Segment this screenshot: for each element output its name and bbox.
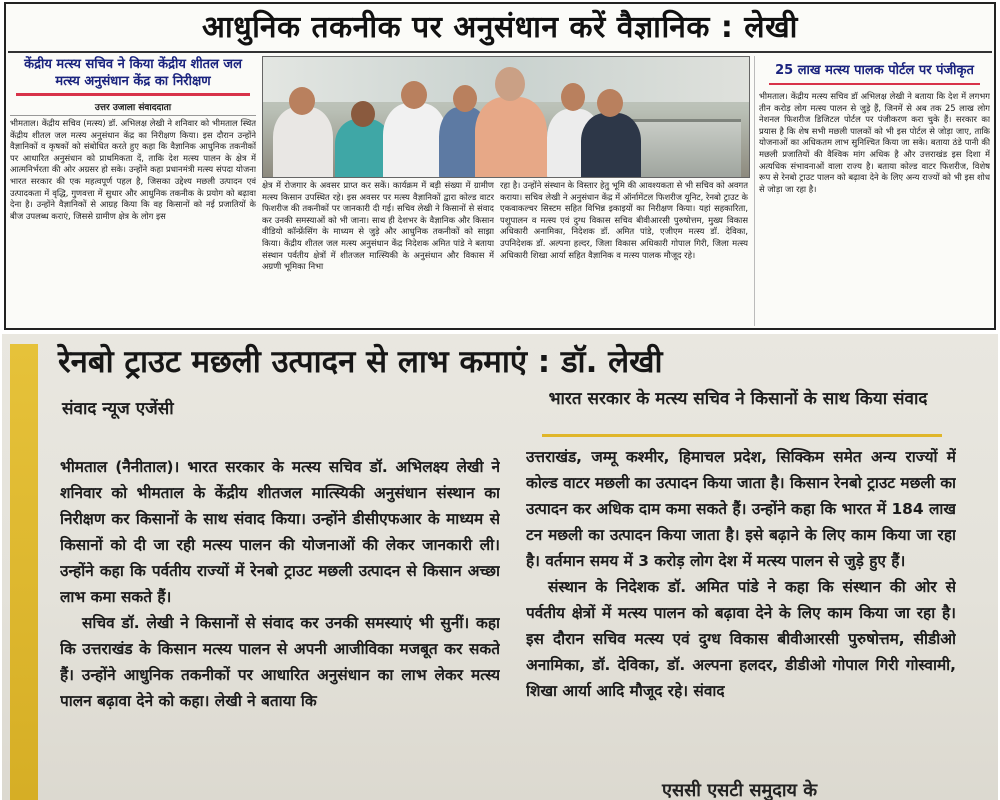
- clipping2-left-column: [60, 454, 500, 800]
- side-story-rule: [769, 83, 980, 85]
- photo-person-head: [561, 83, 585, 111]
- photo-person: [273, 107, 333, 178]
- next-story-headline: एससी एसटी समुदाय के: [662, 780, 818, 800]
- clipping1-middle-column: [262, 180, 494, 326]
- photo-person-head: [597, 89, 623, 117]
- clipping2-right-column: [526, 444, 956, 800]
- side-story-headline: 25 लाख मत्स्य पालक पोर्टल पर पंजीकृत: [775, 63, 974, 78]
- clipping2-right-para-2: संस्थान के निदेशक डॉ. अमित पांडे ने कहा कि संस्थान की ओर से पर्वतीय क्षेत्रों में मत्स्य पालन को बढ़ावा देने के लिए काम किया जा रहा है। इस दौरान सचिव मत्स्य एवं दुग्ध विकास बीवीआरसी पुरुषोत्तम, सीडीओ अनामिका, डॉ. देविका, डॉ. अल्पना हलदर, डीडीओ गोपाल गिरी गोस्वामी, शिखा आर्या आदि मौजूद रहे। संवाद: [526, 578, 956, 700]
- clipping2-left-para-2: सचिव डॉ. लेखी ने किसानों से संवाद कर उनकी समस्याएं भी सुनीं। कहा कि उत्तराखंड के किसान मत्स्य पालन से अपनी आजीविका मजबूत कर सकते हैं। उन्होंने आधुनिक तकनीकों पर आधारित अनुसंधान का लाभ लेकर मत्स्य पालन बढ़ावा देने को कहा। लेखी ने बताया कि: [60, 614, 500, 710]
- photo-person-head: [289, 87, 315, 115]
- photo-person: [581, 113, 641, 178]
- page-margin-strip: [10, 344, 38, 800]
- photo-person-head: [495, 67, 525, 101]
- photo-person-head: [453, 85, 477, 112]
- clipping1-col3-body: रहा है। उन्होंने संस्थान के विस्तार हेतु भूमि की आवश्यकता से भी सचिव को अवगत कराया। सचिव लेखी ने अनुसंधान केंद्र में ऑर्नामेंटल फिशरीज यूनिट, रेनबो ट्राउट के एकवाकल्चर सिस्टम सहित विभिन्न इकाइयों का निरीक्षण किया। यहां सहकारिता, पशुपालन व मत्स्य एवं दुग्ध विकास सचिव बीवीआरसी पुरुषोत्तम, मुख्य विकास अधिकारी अनामिका, निदेशक डॉ. अमित पांडे, एजीएम मत्स्य डॉ. देविका, उपनिदेशक डॉ. अल्पना हल्दर, जिला विकास अधिकारी गोपाल गिरी, जिला मत्स्य अधिकारी शिखा आर्या सहित वैज्ञानिक व मत्स्य पालक मौजूद रहे।: [500, 180, 748, 260]
- clipping1-left-column: [10, 56, 256, 326]
- clipping1-left-body: भीमताल। केंद्रीय सचिव (मत्स्य) डॉ. अभिलक्ष लेखी ने शनिवार को भीमताल स्थित केंद्रीय शीतल जल मत्स्य अनुसंधान केंद्र का निरीक्षण किया। इस दौरान उन्होंने वैज्ञानिकों व कृषकों को संबोधित करते हुए कहा कि वैज्ञानिक आधुनिक तकनीकों पर आधारित अनुसंधान को प्राथमिकता दें, ताकि देश मत्स्य पालन के क्षेत्र में आत्मनिर्भरता की ओर अग्रसर हो सके। उन्होंने कहा प्रधानमंत्री मत्स्य संपदा योजना भारत सरकार की एक महत्वपूर्ण पहल है, जिसका उद्देश्य मछली उत्पादन एवं उत्पादकता में वृद्धि, गुणवत्ता में सुधार और आधुनिक तकनीक के प्रयोग को बढ़ावा देना है। उन्होंने वैज्ञानिकों से आग्रह किया कि वह किसानों को नई प्रजातियों के बीज उपलब्ध कराएं, जिससे ग्रामीण क्षेत्र के लोग इस: [10, 118, 256, 221]
- clipping2-left-para-1: भीमताल (नैनीताल)। भारत सरकार के मत्स्य सचिव डॉ. अभिलक्ष्य लेखी ने शनिवार को भीमताल के केंद्रीय शीतजल मात्स्यिकी अनुसंधान संस्थान का निरीक्षण कर किसानों के साथ संवाद किया। उन्होंने डीसीएफआर के माध्यम से किसानों को दी जा रही मत्स्य पालन की योजनाओं की लेकर जानकारी ली। उन्होंने कहा कि पर्वतीय राज्यों में रेनबो ट्राउट मछली उत्पादन से किसान अच्छा लाभ कमा सकते हैं।: [60, 458, 500, 606]
- subheadline-rule: [16, 93, 250, 96]
- side-story-body: भीमताल। केंद्रीय मत्स्य सचिव डॉ अभिलक्ष लेखी ने बताया कि देश में लगभग तीन करोड़ लोग मत्स्य पालन से जुड़े हैं, जिनमें से अब तक 25 लाख लोग नेशनल फिशरीज डिजिटल पोर्टल पर पंजीकरण करा चुके हैं। सरकार का प्रयास है कि शेष सभी मछली पालकों को भी इस पोर्टल से जोड़ा जाए, ताकि योजनाओं का अधिकतम लाभ सुनिश्चित किया जा सके। बताया ठंडे पानी की मछली प्रजातियों की वैश्विक मांग अधिक है और उत्तराखंड इस दिशा में अत्यधिक संभावनाओं वाला राज्य है। बताया कोल्ड वाटर फिशरीज, विशेष रूप से रेनबो ट्राउट पालन को बढ़ावा देने के लिए अन्य राज्यों को भी इस शोध से जोड़ा जा रहा है।: [759, 91, 990, 194]
- clipping2-agency-byline: संवाद न्यूज एजेंसी: [62, 399, 174, 419]
- clipping1-side-story: [754, 56, 990, 326]
- clipping-amar-ujala: [4, 2, 996, 330]
- photo-person-head: [401, 81, 427, 109]
- clipping2-subheadline-rule: [542, 434, 942, 437]
- clipping1-third-column: [500, 180, 748, 326]
- clipping1-byline: उत्तर उजाला संवाददाता: [10, 100, 256, 116]
- headline-rule: [8, 51, 992, 53]
- clipping1-headline: आधुनिक तकनीक पर अनुसंधान करें वैज्ञानिक : लेखी: [202, 10, 798, 45]
- photo-person: [475, 97, 547, 178]
- clipping1-subheadline: केंद्रीय मत्स्य सचिव ने किया केंद्रीय शीतल जल मत्स्य अनुसंधान केंद्र का निरीक्षण: [24, 57, 242, 89]
- clipping2-subheadline: भारत सरकार के मत्स्य सचिव ने किसानों के साथ किया संवाद: [548, 389, 928, 409]
- photo-person-head: [351, 101, 375, 127]
- clipping-newspaper-2: [2, 334, 998, 800]
- clipping1-col2-body: क्षेत्र में रोजगार के अवसर प्राप्त कर सकें। कार्यक्रम में बड़ी संख्या में ग्रामीण मत्स्य किसान उपस्थित रहे। इस अवसर पर मत्स्य वैज्ञानिकों द्वारा कोल्ड वाटर फिशरीज की तकनीकों पर जानकारी दी गई। सचिव लेखी ने किसानों से संवाद कर उनकी समस्याओं को भी जाना। साथ ही देशभर के वैज्ञानिक और किसान वीडियो कॉन्फ्रेंसिंग के माध्यम से जुड़े और आधुनिक तकनीकों को साझा किया। केंद्रीय शीतल जल मत्स्य अनुसंधान केंद्र निदेशक अमित पांडे ने बताया संस्थान पर्वतीय क्षेत्रों में शीतजल मात्स्यिकी के अनुसंधान और विकास में अग्रणी भूमिका निभा: [262, 180, 494, 272]
- clipping2-headline: रेनबो ट्राउट मछली उत्पादन से लाभ कमाएं : डॉ. लेखी: [58, 344, 663, 380]
- clipping2-right-para-1: उत्तराखंड, जम्मू कश्मीर, हिमाचल प्रदेश, सिक्किम समेत अन्य राज्यों में कोल्ड वाटर मछली का उत्पादन किया जाता है। किसान रेनबो ट्राउट मछली का उत्पादन कर अधिक दाम कमा सकते हैं। उन्होंने कहा कि भारत में 184 लाख टन मछली का उत्पादन किया जाता है। इसे बढ़ाने के लिए काम किया जा रहा है। वर्तमान समय में 3 करोड़ लोग देश में मत्स्य पालन से जुड़े हुए हैं।: [526, 448, 956, 570]
- news-photo: [262, 56, 750, 178]
- photo-person: [383, 103, 447, 178]
